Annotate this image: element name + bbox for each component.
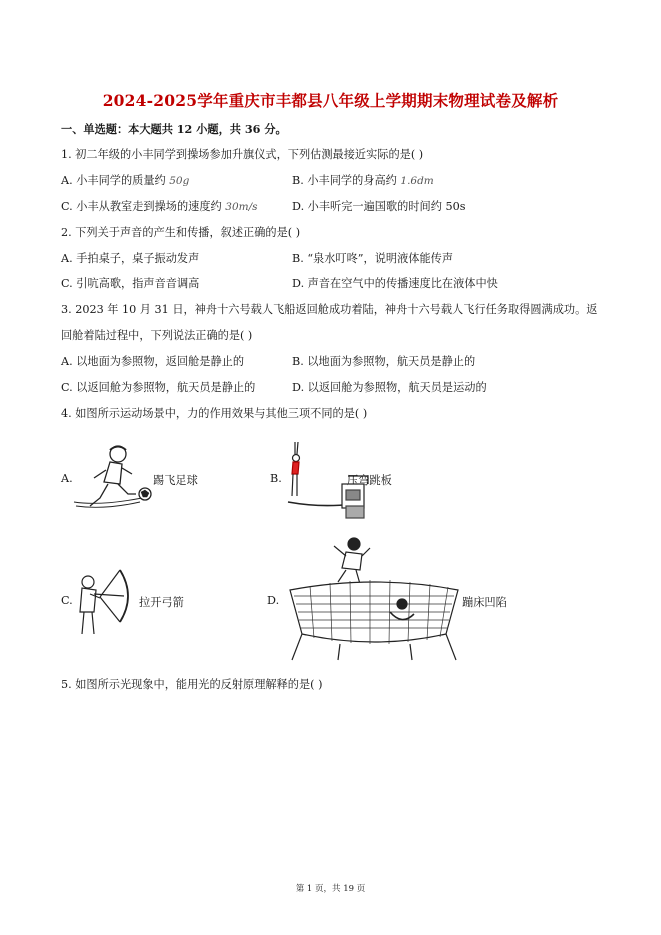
question-2-option-a: A. 手拍桌子，桌子振动发声 <box>61 252 200 265</box>
question-4-option-c-letter: C. <box>61 594 73 607</box>
question-2-option-d: D. 声音在空气中的传播速度比在液体中快 <box>292 277 498 290</box>
question-1-stem: 1. 初二年级的小丰同学到操场参加升旗仪式，下列估测最接近实际的是( ) <box>61 148 424 161</box>
question-3-option-c: C. 以返回舱为参照物，航天员是静止的 <box>61 381 256 394</box>
question-2-option-c: C. 引吭高歌，指声音音调高 <box>61 277 200 290</box>
question-4-option-a-letter: A. <box>61 472 73 485</box>
page-footer: 第 1 页，共 19 页 <box>295 884 366 894</box>
question-2-option-b: B. “泉水叮咚”，说明液体能传声 <box>292 252 454 265</box>
question-4-option-d-label: 蹦床凹陷 <box>462 596 507 609</box>
question-3-option-a: A. 以地面为参照物，返回舱是静止的 <box>61 355 245 368</box>
question-1-option-d: D. 小丰听完一遍国歌的时间约 50s <box>292 200 466 213</box>
diver-head <box>293 455 300 462</box>
question-3-option-b: B. 以地面为参照物，航天员是静止的 <box>292 355 476 368</box>
question-4-option-c-label: 拉开弓箭 <box>139 596 184 609</box>
question-3-stem-line1: 3. 2023 年 10 月 31 日，神舟十六号载人飞船返回舱成功着陆，神舟十六号载人飞行任务取得圆满成功。返 <box>61 303 598 316</box>
archer-head <box>82 576 94 588</box>
question-4-option-b-letter: B. <box>270 472 282 485</box>
question-4-option-a-label: 踢飞足球 <box>153 474 198 487</box>
question-2-stem: 2. 下列关于声音的产生和传播，叙述正确的是( ) <box>61 226 301 239</box>
question-1-option-b: B. 小丰同学的身高约 1.6dm <box>292 174 434 187</box>
question-4-option-b-label: 压弯跳板 <box>347 474 392 487</box>
kick-football-figure <box>70 440 160 515</box>
question-3-option-d: D. 以返回舱为参照物，航天员是运动的 <box>292 381 487 394</box>
section-heading: 一、单选题：本大题共 12 小题，共 36 分。 <box>61 122 287 136</box>
question-1-option-c: C. 小丰从教室走到操场的速度约 30m/s <box>61 200 258 213</box>
trampoline-figure <box>280 534 465 664</box>
question-5-stem: 5. 如图所示光现象中，能用光的反射原理解释的是( ) <box>61 678 323 691</box>
question-1-option-a: A. 小丰同学的质量约 50g <box>61 174 190 187</box>
archery-figure <box>70 566 138 636</box>
question-4-option-d-letter: D. <box>267 594 280 607</box>
diver-swimsuit <box>292 462 299 474</box>
question-4-stem: 4. 如图所示运动场景中，力的作用效果与其他三项不同的是( ) <box>61 407 368 420</box>
jumper-head <box>348 538 360 550</box>
page-title: 2024-2025学年重庆市丰都县八年级上学期期末物理试卷及解析 <box>102 91 559 110</box>
question-3-stem-line2: 回舱着陆过程中，下列说法正确的是( ) <box>61 329 253 342</box>
